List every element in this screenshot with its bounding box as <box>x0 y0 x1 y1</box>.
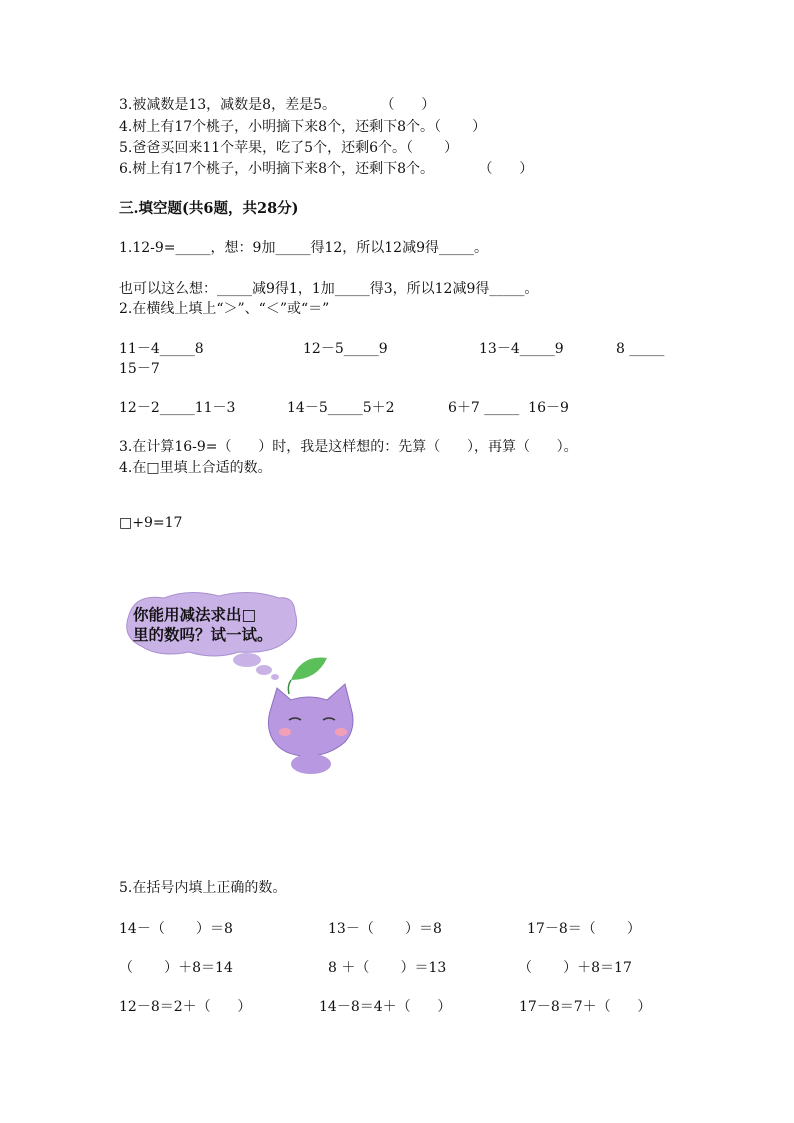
q2-cell: 8 _____ <box>616 341 665 357</box>
q3: 3.在计算16-9=（ ）时，我是这样想的：先算（ ），再算（ ）。 <box>119 439 578 455</box>
cat-illustration <box>119 588 359 778</box>
q2-cell: 13－4_____9 <box>479 341 564 357</box>
q1-line2: 也可以这么想：_____减9得1，1加_____得3，所以12减9得_____。 <box>119 281 539 297</box>
q5-cell: 17－8＝（ ） <box>527 921 641 937</box>
q5-cell: （ ）＋8＝17 <box>518 960 632 976</box>
q2-title: 2.在横线上填上“＞”、“＜”或“＝” <box>119 301 330 317</box>
q2-cell: 12－5_____9 <box>303 341 388 357</box>
q5-cell: 8 ＋（ ）＝13 <box>328 960 447 976</box>
judgement-item-4: 4.树上有17个桃子，小明摘下来8个，还剩下8个。（ ） <box>119 119 487 135</box>
judgement-item-3: 3.被减数是13，减数是8，差是5。 （ ） <box>119 97 436 113</box>
judgement-item-6: 6.树上有17个桃子，小明摘下来8个，还剩下8个。 （ ） <box>119 161 534 177</box>
q5-cell: 14－8＝4＋（ ） <box>319 999 452 1015</box>
bubble-line2: 里的数吗？试一试。 <box>133 626 273 644</box>
judgement-item-5: 5.爸爸买回来11个苹果，吃了5个，还剩6个。（ ） <box>119 140 459 156</box>
bubble-line1: 你能用减法求出□ <box>133 606 257 624</box>
q5-cell: 14－（ ）＝8 <box>119 921 233 937</box>
q2-cell: 14－5_____5＋2 <box>287 400 395 416</box>
q4-equation: □+9=17 <box>119 515 183 531</box>
q2-cell-wrap: 15－7 <box>119 361 160 377</box>
q2-cell: 11－4_____8 <box>119 341 204 357</box>
q2-cell: 12－2_____11－3 <box>119 400 236 416</box>
q2-cell: 6＋7 _____ 16－9 <box>448 400 569 416</box>
q5-cell: 12－8＝2＋（ ） <box>119 999 252 1015</box>
section-title: 三.填空题(共6题，共28分) <box>119 200 299 217</box>
q1-line1: 1.12-9=_____，想：9加_____得12，所以12减9得_____。 <box>119 240 488 256</box>
q5-cell: 17－8＝7＋（ ） <box>519 999 652 1015</box>
q5-cell: （ ）＋8＝14 <box>119 960 233 976</box>
q5-title: 5.在括号内填上正确的数。 <box>119 880 287 896</box>
q5-cell: 13－（ ）＝8 <box>328 921 442 937</box>
q4-title: 4.在□里填上合适的数。 <box>119 460 272 476</box>
